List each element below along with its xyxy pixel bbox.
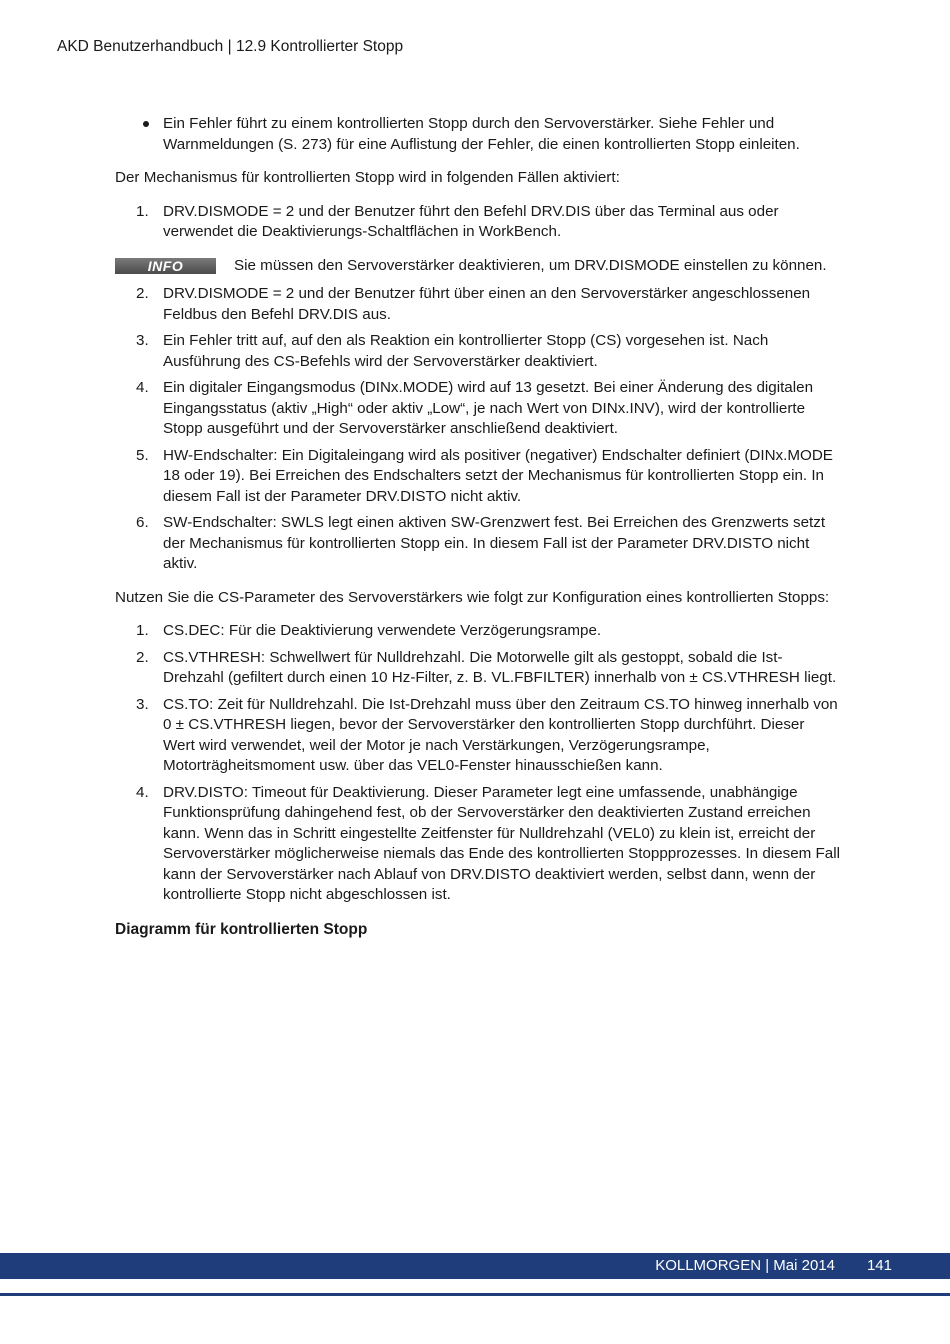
page-header: AKD Benutzerhandbuch | 12.9 Kontrollierter Stopp	[57, 38, 404, 55]
list-number: 1.	[136, 202, 149, 220]
bullet-text: Ein Fehler führt zu einem kontrollierten Stopp durch den Servoverstärker. Siehe Fehler und Warnmeldungen (S. 273) für eine Auflistung der Fehler, die einen kontrollierten Stopp einleiten.	[163, 115, 800, 153]
list-number: 4.	[136, 783, 149, 801]
list-text: CS.TO: Zeit für Nulldrehzahl. Die Ist-Drehzahl muss über den Zeitraum CS.TO hinweg innerhalb von 0 ± CS.VTHRESH liegen, bevor der Servoverstärker den kontrollierten Stopp durchführt. Dieser Wert wird verwendet, weil der Motor je nach Verstärkungen, Verzögerungsrampe, Motorträgheitsmoment usw. über das VEL0-Fenster hinausschießen kann.	[163, 695, 838, 774]
list-item	[115, 331, 840, 372]
list-item	[115, 446, 840, 508]
info-note	[115, 256, 840, 277]
list-text: DRV.DISMODE = 2 und der Benutzer führt den Befehl DRV.DIS über das Terminal aus oder verwendet die Deaktivierungs-Schaltflächen in WorkBench.	[163, 202, 779, 240]
list-text: CS.VTHRESH: Schwellwert für Nulldrehzahl. Die Motorwelle gilt als gestoppt, sobald die Ist-Drehzahl (gefiltert durch einen 10 Hz-Filter, z. B. VL.FBFILTER) innerhalb von ± CS.VTHRESH liegt.	[163, 648, 837, 686]
list-number: 6.	[136, 514, 149, 531]
list-number: 4.	[136, 379, 149, 396]
list-text: CS.DEC: Für die Deaktivierung verwendete Verzögerungsrampe.	[163, 622, 602, 639]
list-text: DRV.DISTO: Timeout für Deaktivierung. Dieser Parameter legt eine umfassende, unabhängige Funktionsprüfung dahingehend fest, ob der Servoverstärker den deaktivierten Zustand erreichen kann. Wenn das in Schritt eingestellte Zeitfenster für Nulldrehzahl (VEL0) zu klein ist, erreicht der Servoverstärker möglicherweise niemals das Ende des kontrollierten Stoppprozesses. In diesem Fall kann der Servoverstärker nach Ablauf von DRV.DISTO deaktiviert werden, selbst dann, wenn der kontrollierte Stopp nicht abgeschlossen ist.	[163, 783, 841, 903]
list-text: Ein Fehler tritt auf, auf den als Reaktion ein kontrollierter Stopp (CS) vorgesehen ist. Nach Ausführung des CS-Befehls wird der Servoverstärker deaktiviert.	[163, 332, 769, 370]
list-number: 2.	[136, 648, 149, 666]
info-text: Sie müssen den Servoverstärker deaktivieren, um DRV.DISMODE einstellen zu können.	[234, 256, 827, 274]
footer-divider	[0, 1293, 950, 1296]
list-text: HW-Endschalter: Ein Digitaleingang wird als positiver (negativer) Endschalter definiert (DINx.MODE 18 oder 19). Bei Erreichen des Endschalters setzt der Mechanismus für kontrollierten Stopp ein. In diesem Fall ist der Parameter DRV.DISTO nicht aktiv.	[163, 446, 833, 505]
footer-brand: KOLLMORGEN | Mai 2014	[655, 1257, 835, 1274]
page-number: 141	[866, 1257, 892, 1274]
footer-bar	[0, 1253, 950, 1279]
list-item	[115, 695, 840, 777]
list-number: 3.	[136, 695, 149, 713]
page-content	[115, 114, 840, 940]
params-intro: Nutzen Sie die CS-Parameter des Servoverstärkers wie folgt zur Konfiguration eines kontrollierten Stopps:	[115, 588, 830, 606]
list-item	[115, 284, 840, 325]
list-number: 5.	[136, 446, 149, 464]
list-item	[115, 783, 840, 906]
bullet-item	[115, 114, 840, 155]
bullet-dot-icon	[143, 121, 149, 127]
activation-list	[115, 202, 840, 243]
list-item	[115, 621, 840, 642]
list-item	[115, 202, 840, 243]
list-item	[115, 378, 840, 440]
activation-list-continued	[115, 284, 840, 575]
list-text: SW-Endschalter: SWLS legt einen aktiven SW-Grenzwert fest. Bei Erreichen des Grenzwerts setzt der Mechanismus für kontrollierten Stopp ein. In diesem Fall ist der Parameter DRV.DISTO nicht aktiv.	[163, 514, 826, 572]
list-number: 2.	[136, 285, 149, 302]
list-text: DRV.DISMODE = 2 und der Benutzer führt über einen an den Servoverstärker angeschlossenen Feldbus den Befehl DRV.DIS aus.	[163, 285, 811, 323]
diagram-heading: Diagramm für kontrollierten Stopp	[115, 920, 368, 938]
list-number: 1.	[136, 622, 149, 639]
list-item	[115, 513, 840, 575]
list-item	[115, 648, 840, 689]
list-number: 3.	[136, 332, 149, 349]
list-text: Ein digitaler Eingangsmodus (DINx.MODE) wird auf 13 gesetzt. Bei einer Änderung des digitalen Eingangsstatus (aktiv „High“ oder aktiv „Low“, je nach Wert von DINx.INV), wird der kontrollierte Stopp ausgeführt und der Servoverstärker anschließend deaktiviert.	[163, 379, 814, 437]
info-badge: INFO	[115, 258, 216, 274]
activation-intro: Der Mechanismus für kontrollierten Stopp wird in folgenden Fällen aktiviert:	[115, 169, 620, 186]
params-list	[115, 621, 840, 906]
